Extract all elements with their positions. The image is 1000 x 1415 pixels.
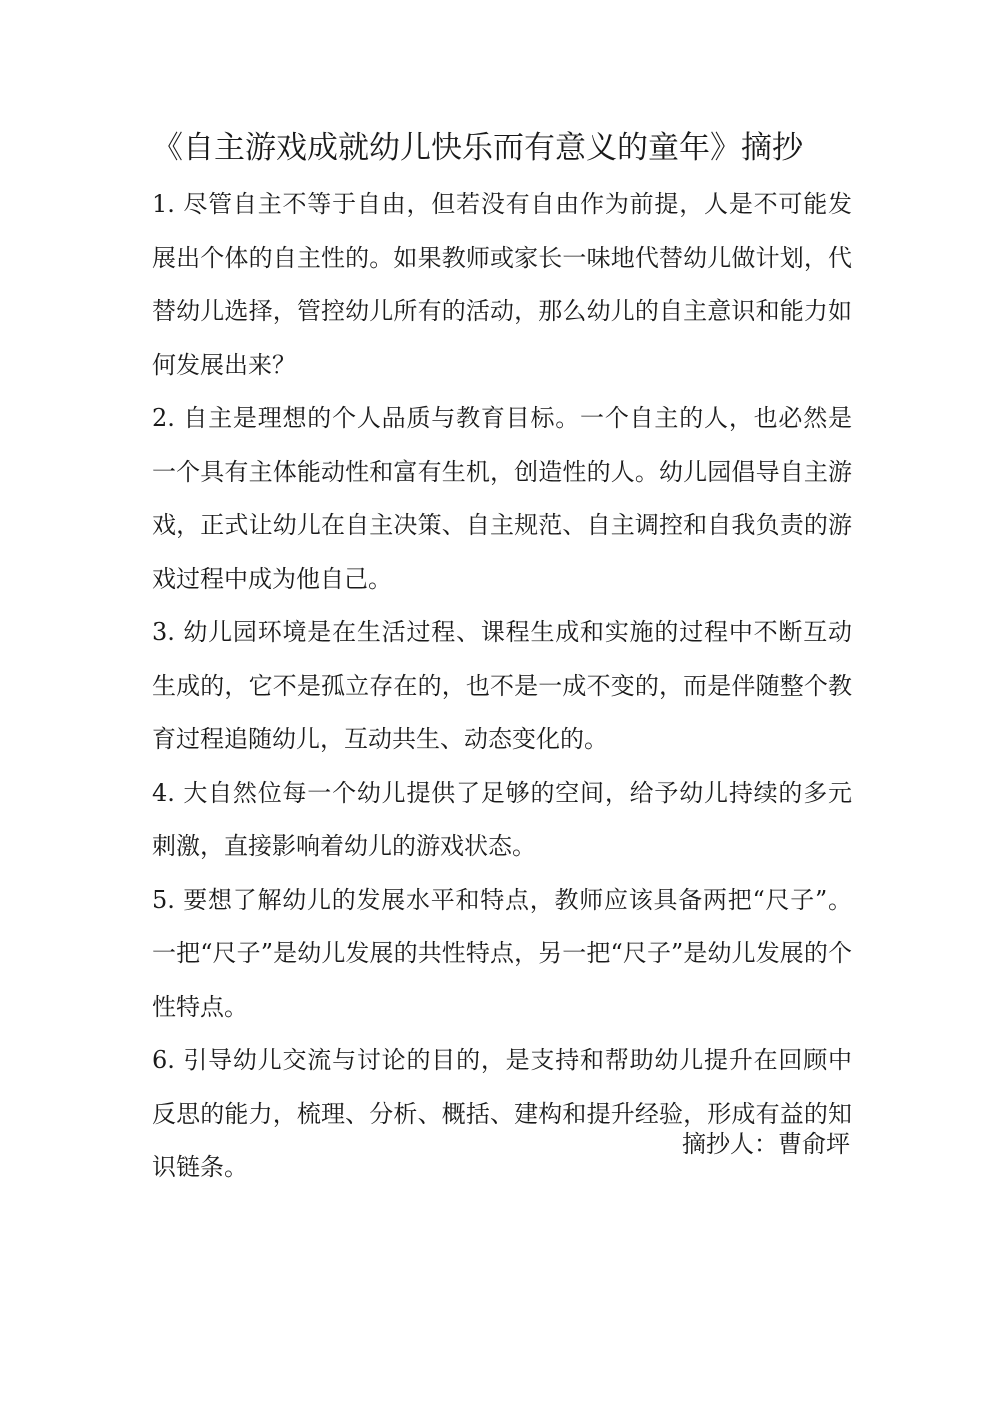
paragraph-1: 1. 尽管自主不等于自由，但若没有自由作为前提，人是不可能发展出个体的自主性的。如果教师或家长一味地代替幼儿做计划，代替幼儿选择，管控幼儿所有的活动，那么幼儿的自主意识和能力如何发展出来？ (152, 190, 852, 379)
paragraph-5: 5. 要想了解幼儿的发展水平和特点，教师应该具备两把“尺子”。一把“尺子”是幼儿发展的共性特点，另一把“尺子”是幼儿发展的个性特点。 (152, 885, 852, 1021)
paragraph-6: 6. 引导幼儿交流与讨论的目的，是支持和帮助幼儿提升在回顾中反思的能力，梳理、分析、概括、建构和提升经验，形成有益的知识链条。 (152, 1046, 852, 1181)
document-body (152, 178, 852, 1195)
paragraph-4: 4. 大自然位每一个幼儿提供了足够的空间，给予幼儿持续的多元刺激，直接影响着幼儿的游戏状态。 (152, 778, 852, 860)
paragraph-3: 3. 幼儿园环境是在生活过程、课程生成和实施的过程中不断互动生成的，它不是孤立存在的，也不是一成不变的，而是伴随整个教育过程追随幼儿，互动共生、动态变化的。 (152, 618, 852, 753)
paragraph-2: 2. 自主是理想的个人品质与教育目标。一个自主的人，也必然是一个具有主体能动性和富有生机，创造性的人。幼儿园倡导自主游戏，正式让幼儿在自主决策、自主规范、自主调控和自我负责的游戏过程中成为他自己。 (152, 404, 852, 593)
document-title: 《自主游戏成就幼儿快乐而有意义的童年》摘抄 (152, 130, 803, 166)
signature: 摘抄人：曹俞坪 (682, 1130, 850, 1158)
